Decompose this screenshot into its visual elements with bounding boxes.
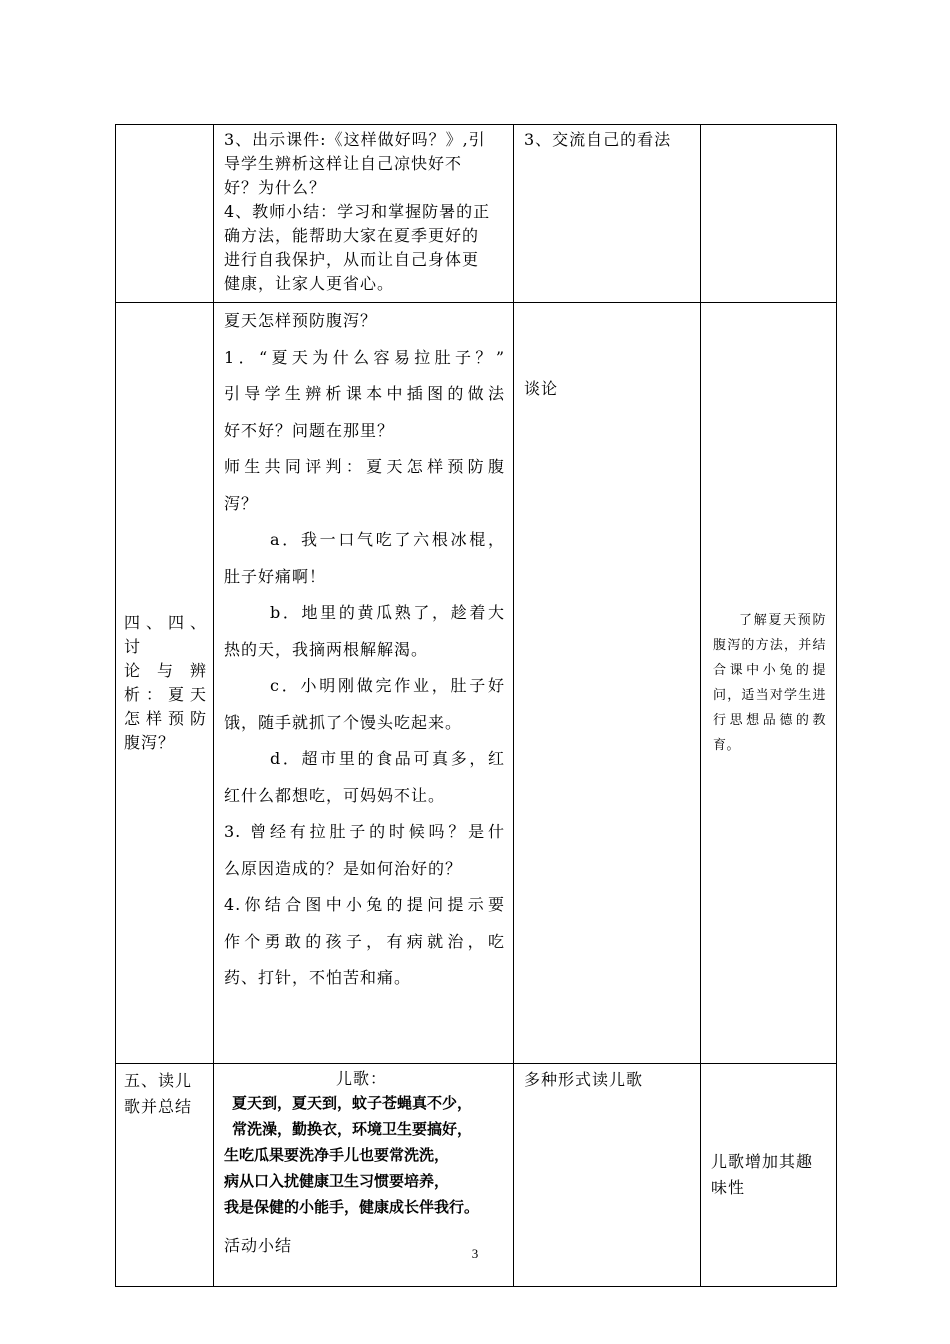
song-title: 儿歌：	[336, 1069, 388, 1088]
design-note-cell	[701, 303, 837, 1064]
text-line: 师生共同评判：夏天怎样预防腹	[224, 457, 505, 476]
text-line: 行思想品德的教	[713, 713, 826, 728]
text-line: 作个勇敢的孩子，有病就治，吃	[224, 931, 505, 951]
teacher-activity-cell	[214, 125, 514, 303]
text-line: 药、打针，不怕苦和痛。	[224, 968, 412, 987]
text-line: 1．“夏天为什么容易拉肚子？”	[224, 347, 505, 367]
text-line: 3、交流自己的看法	[524, 130, 672, 149]
text-line: 合课中小兔的提	[713, 663, 826, 678]
text-line: 问，适当对学生进	[713, 688, 826, 703]
text-line: 谈论	[524, 379, 559, 398]
text-line: 四、四、讨	[124, 613, 207, 656]
text-line: 健康，让家人更省心。	[224, 274, 395, 293]
text-line: 育。	[713, 738, 741, 753]
text-line: 多种形式读儿歌	[524, 1070, 644, 1089]
text-line: 论 与 辨	[124, 661, 207, 680]
text-line: c．小明刚做完作业，肚子好	[270, 676, 505, 695]
table-row	[116, 303, 837, 1064]
text-line: 泻？	[224, 493, 259, 513]
text-line: 了解夏天预防	[739, 613, 826, 628]
text-line: 4.你结合图中小兔的提问提示要	[224, 895, 505, 914]
stage-cell	[116, 125, 214, 303]
teacher-activity-cell	[214, 303, 514, 1064]
text-line: 3. 曾经有拉肚子的时候吗？是什	[224, 822, 505, 841]
text-line: 饿，随手就抓了个馒头吃起来。	[224, 712, 463, 732]
text-line: 腹泻？	[124, 733, 176, 752]
lesson-plan-table	[115, 124, 837, 1287]
text-line: 儿歌增加其趣	[711, 1152, 814, 1171]
text-line: 肚子好痛啊！	[224, 566, 327, 586]
text-line: b．地里的黄瓜熟了，趁着大	[270, 603, 505, 622]
page-number: 3	[471, 1246, 479, 1261]
text-line: 么原因造成的？是如何治好的？	[224, 858, 463, 878]
text-line: 析：夏天	[124, 685, 207, 704]
song-line: 生吃瓜果要洗净手儿也要常洗洗，	[224, 1146, 450, 1164]
stage-cell	[116, 303, 214, 1064]
text-line: 歌并总结	[124, 1097, 193, 1116]
text-line: 确方法，能帮助大家在夏季更好的	[224, 226, 480, 245]
design-note-cell	[701, 125, 837, 303]
text-line: 夏天怎样预防腹泻？	[224, 311, 378, 330]
song-line: 病从口入扰健康卫生习惯要培养，	[224, 1172, 450, 1190]
song-line: 我是保健的小能手，健康成长伴我行。	[224, 1198, 480, 1216]
song-line: 夏天到，夏天到，蚊子苍蝇真不少，	[232, 1094, 473, 1112]
activity-summary: 活动小结	[224, 1236, 293, 1255]
text-line: 怎样预防	[124, 709, 207, 728]
text-line: 好不好？问题在那里？	[224, 420, 395, 440]
text-line: 进行自我保护，从而让自己身体更	[224, 250, 480, 269]
text-line: 导学生辨析这样让自己凉快好不	[224, 154, 463, 173]
text-line: 引导学生辨析课本中插图的做法	[224, 384, 505, 403]
student-activity-cell	[514, 125, 701, 303]
text-line: 4、教师小结：学习和掌握防暑的正	[224, 202, 491, 221]
table-row	[116, 125, 837, 303]
song-line: 常洗澡，勤换衣，环境卫生要搞好，	[232, 1120, 473, 1138]
text-line: 五、读儿	[124, 1071, 193, 1090]
text-line: a．我一口气吃了六根冰棍，	[270, 530, 505, 549]
text-line: 味性	[711, 1178, 746, 1197]
student-activity-cell	[514, 303, 701, 1064]
text-line: 腹泻的方法，并结	[713, 638, 826, 653]
text-line: 好？为什么？	[224, 178, 327, 197]
text-line: 红什么都想吃，可妈妈不让。	[224, 785, 446, 805]
text-line: d．超市里的食品可真多，红	[270, 749, 505, 768]
text-line: 热的天，我摘两根解解渴。	[224, 639, 429, 659]
text-line: 3、出示课件:《这样做好吗？》,引	[224, 130, 486, 149]
